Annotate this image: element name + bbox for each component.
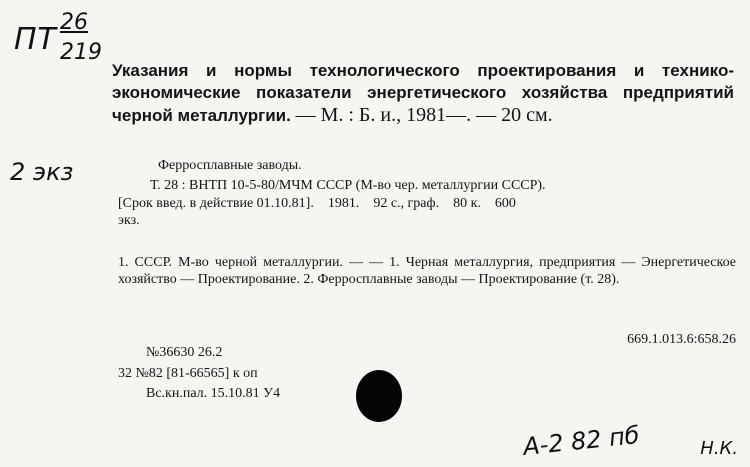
shelf-mark-prefix: ПТ [14,22,57,57]
shelf-mark-denominator: 219 [60,40,102,65]
copies-line: экз. [118,213,140,228]
accession-line-2: 32 №82 [81-66565] к оп [118,366,258,381]
udc-code: 669.1.013.6:658.26 [627,332,736,347]
publication-info: — М. : Б. и., 1981—. — 20 см. [295,104,553,126]
subject-tracing: 1. СССР. М-во черной металлургии. — — 1. Черная металлургия, предприятия — Энергетическое хозяйство — Проектирование. 2. Ферросплавные заводы — Проектирование (т. 28). [118,255,736,287]
handwritten-initials: Н.К. [700,438,738,459]
handwritten-code: А-2 82 пб [522,420,642,462]
bibliographic-title [112,60,734,127]
punch-hole [356,370,402,422]
title-main: Указания и нормы технологического проектирования и технико-экономические показатели энергетического хозяйства предприятий черной металлургии. [112,61,734,125]
accession-line-3: Вс.кн.пал. 15.10.81 У4 [146,386,281,401]
shelf-mark-numerator: 26 [60,10,88,35]
accession-line-1: №36630 26.2 [146,345,223,360]
term-line: [Срок введ. в действие 01.10.81]. 1981. 92 с., граф. 80 к. 600 [118,196,516,211]
copies-handwritten: 2 экз [10,158,74,186]
part-title: Ферросплавные заводы. [158,158,302,173]
series-note: Т. 28 : ВНТП 10-5-80/МЧМ СССР (М-во чер. металлургии СССР). [150,178,546,193]
